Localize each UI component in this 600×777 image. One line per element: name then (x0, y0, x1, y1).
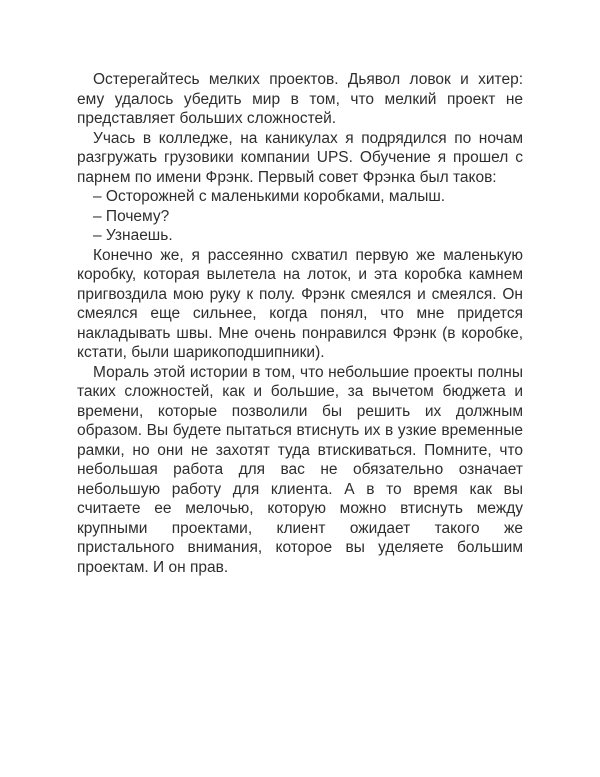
paragraph-moral: Мораль этой истории в том, что небольшие проекты полны таких сложностей, как и большие, за вычетом бюджета и времени, которые позволили бы решить их должным образом. Вы будете пытаться втиснуть их в узкие временные рамки, но они не захотят туда втискиваться. Помните, что небольшая работа для вас не обязательно означает небольшую работу для клиента. А в то время как вы считаете ее мелочью, которую можно втиснуть между крупными проектами, клиент ожидает такого же пристального внимания, которое вы уделяете большим проектам. И он прав. (77, 363, 523, 576)
book-page-text (77, 70, 523, 577)
dialogue-line-why: – Почему? (93, 207, 170, 225)
paragraph-beware-small-projects: Остерегайтесь мелких проектов. Дьявол ловок и хитер: ему удалось убедить мир в том, что мелкий проект не представляет больших сложностей. (77, 71, 523, 127)
paragraph-small-box-story: Конечно же, я рассеянно схватил первую же маленькую коробку, которая вылетела на лоток, и эта коробка камнем пригвоздила мою руку к полу. Фрэнк смеялся и смеялся. Он смеялся еще сильнее, когда понял, что мне придется накладывать швы. Мне очень понравился Фрэнк (в коробке, кстати, были шарикоподшипники). (77, 246, 523, 361)
paragraph-college-ups: Учась в колледже, на каникулах я подрядился по ночам разгружать грузовики компании UPS. Обучение я прошел с парнем по имени Фрэнк. Первый совет Фрэнка был таков: (77, 129, 523, 186)
dialogue-line-careful-boxes: – Осторожней с маленькими коробками, малыш. (93, 188, 446, 205)
dialogue-line-you-will-learn: – Узнаешь. (93, 227, 173, 244)
